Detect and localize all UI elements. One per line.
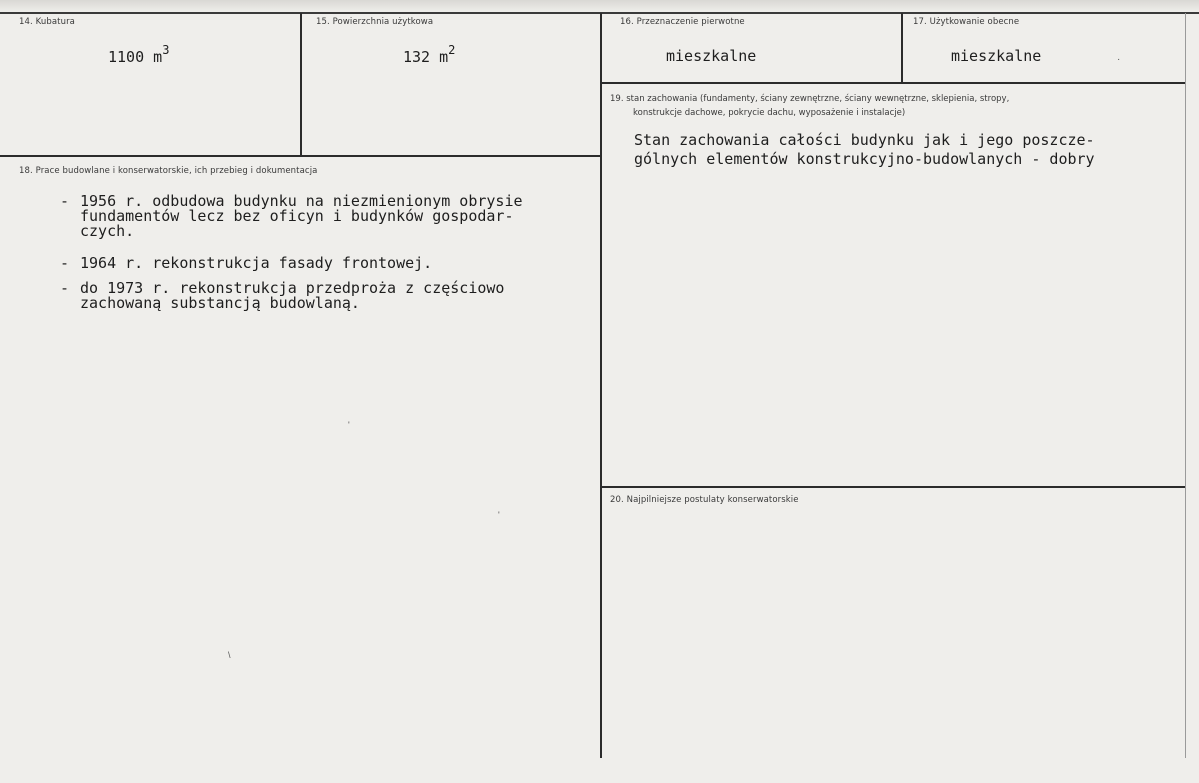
field-15-label: 15. Powierzchnia użytkowa — [316, 17, 434, 27]
stray-dot: · — [1117, 54, 1121, 65]
field-18-label: 18. Prace budowlane i konserwatorskie, ich przebieg i dokumentacja — [19, 166, 318, 176]
field-19-text-line1: Stan zachowania całości budynku jak i jego poszcze- — [634, 131, 1095, 149]
divider-v-16-17 — [901, 13, 903, 83]
divider-v-14-15 — [300, 13, 302, 155]
works-list-item-2 — [60, 256, 432, 271]
field-17-value: mieszkalne — [951, 47, 1042, 65]
cubature-unit-sup: 3 — [162, 43, 170, 57]
paper-mark-3: \ — [228, 650, 231, 660]
cubature-text: 1100 m — [108, 48, 163, 66]
item-3-text: do 1973 r. rekonstrukcja przedproża z częściowo zachowaną substancją budowlaną. — [80, 279, 505, 312]
item-2-dash: - — [60, 254, 70, 272]
divider-h-right-mid — [601, 486, 1185, 488]
item-1-text: 1956 r. odbudowa budynku na niezmienionym obrysie fundamentów lecz bez oficyn i budynków gospodar- czych. — [80, 192, 523, 240]
divider-v-right-edge — [1185, 13, 1186, 758]
works-list-item-3 — [60, 281, 504, 311]
field-20-label: 20. Najpilniejsze postulaty konserwatorskie — [610, 495, 799, 505]
item-3-dash: - — [60, 279, 70, 297]
field-14-label: 14. Kubatura — [19, 17, 75, 27]
paper-mark-1: ' — [348, 420, 350, 430]
area-text: 132 m — [403, 48, 449, 66]
card-top-edge — [0, 0, 1199, 14]
paper-mark-2: ' — [498, 510, 500, 520]
area-unit-sup: 2 — [448, 43, 456, 57]
field-19-text-line2: gólnych elementów konstrukcyjno-budowlanych - dobry — [634, 150, 1095, 168]
field-19-label-line2: konstrukcje dachowe, pokrycie dachu, wyposażenie i instalacje) — [633, 108, 906, 118]
field-14-value — [108, 43, 170, 66]
field-16-label: 16. Przeznaczenie pierwotne — [620, 17, 745, 27]
divider-h-left — [0, 155, 601, 157]
field-16-value: mieszkalne — [666, 47, 757, 65]
divider-v-middle — [600, 13, 602, 758]
works-list-item-1 — [60, 194, 523, 239]
field-17-label: 17. Użytkowanie obecne — [913, 17, 1020, 27]
item-2-text: 1964 r. rekonstrukcja fasady frontowej. — [80, 254, 433, 272]
divider-h-right-top — [601, 82, 1185, 84]
field-19-label-line1: 19. stan zachowania (fundamenty, ściany zewnętrzne, ściany wewnętrzne, sklepienia, stropy, — [610, 94, 1010, 104]
item-1-dash: - — [60, 192, 70, 210]
field-15-value — [403, 43, 456, 66]
